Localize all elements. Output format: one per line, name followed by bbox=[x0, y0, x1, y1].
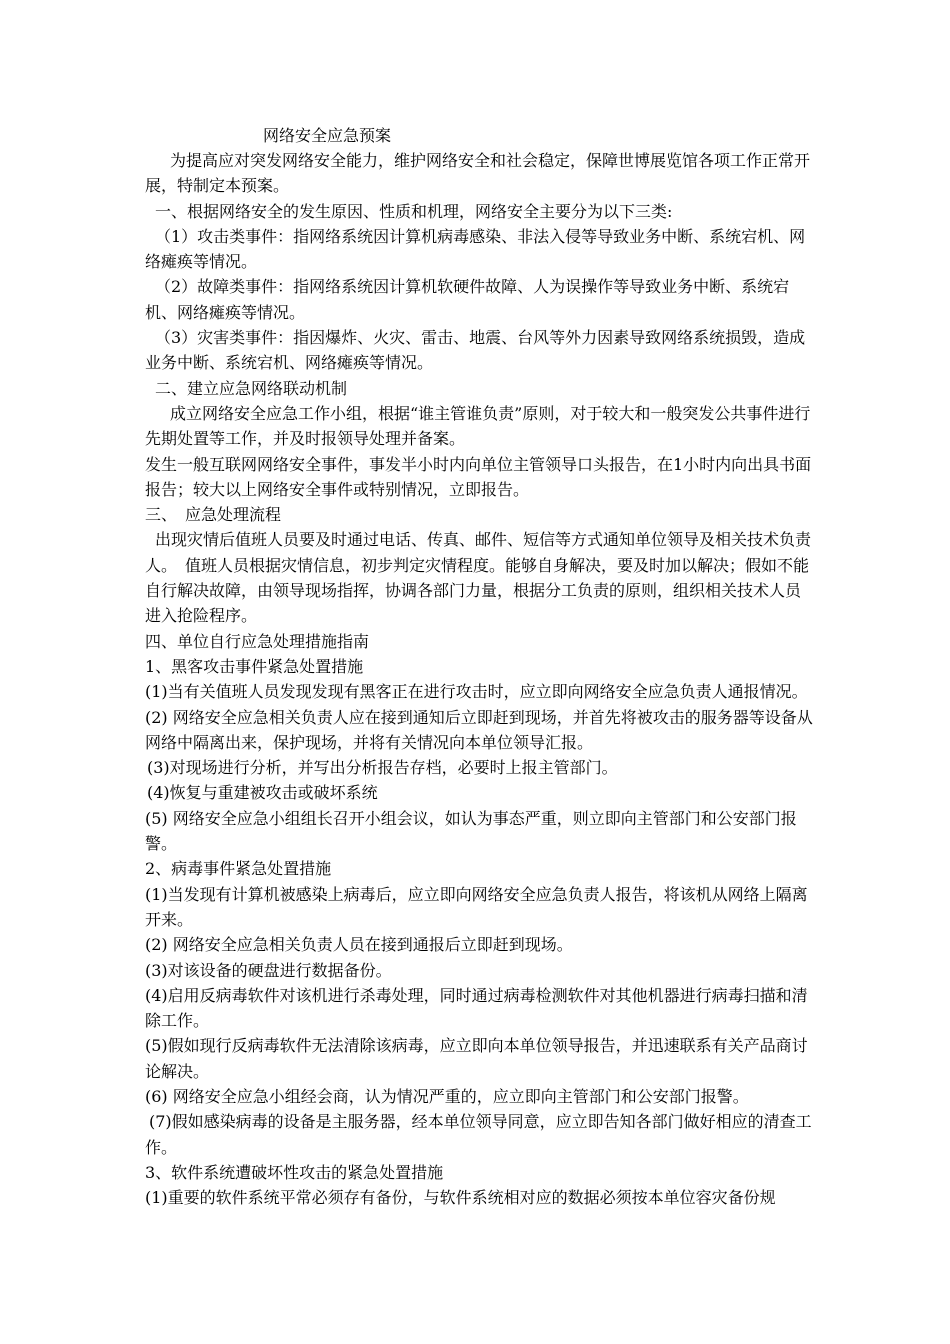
list-item: (7)假如感染病毒的设备是主服务器，经本单位领导同意，应立即告知各部门做好相应的清查工作。 bbox=[145, 1112, 812, 1157]
list-item: (3)对该设备的硬盘进行数据备份。 bbox=[145, 960, 392, 980]
paragraph-reporting: 发生一般互联网网络安全事件，事发半小时内向单位主管领导口头报告，在1小时内向出具书面报告；较大以上网络安全事件或特别情况，立即报告。 bbox=[145, 454, 812, 499]
list-item: (2) 网络安全应急相关负责人应在接到通知后立即赶到现场，并首先将被攻击的服务器等设备从网络中隔离出来，保护现场，并将有关情况向本单位领导汇报。 bbox=[145, 707, 813, 752]
paragraph-disaster-events: （3）灾害类事件：指因爆炸、火灾、雷击、地震、台风等外力因素导致网络系统损毁，造成业务中断、系统宕机、网络瘫痪等情况。 bbox=[145, 328, 806, 373]
list-item: (6) 网络安全应急小组经会商，认为情况严重的，应立即向主管部门和公安部门报警。 bbox=[145, 1086, 749, 1106]
list-item: (1)当发现有计算机被感染上病毒后，应立即向网络安全应急负责人报告，将该机从网络上隔离开来。 bbox=[145, 884, 808, 929]
document-body bbox=[145, 148, 815, 1210]
list-item: (1)重要的软件系统平常必须存有备份，与软件系统相对应的数据必须按本单位容灾备份规 bbox=[145, 1188, 776, 1208]
paragraph-attack-events: （1）攻击类事件：指网络系统因计算机病毒感染、非法入侵等导致业务中断、系统宕机、网络瘫痪等情况。 bbox=[145, 226, 806, 272]
section-heading-4: 四、单位自行应急处理措施指南 bbox=[145, 631, 370, 651]
document-title: 网络安全应急预案 bbox=[263, 126, 392, 145]
subsection-heading-virus: 2、病毒事件紧急处置措施 bbox=[145, 859, 332, 879]
list-item: (5)假如现行反病毒软件无法清除该病毒，应立即向本单位领导报告，并迅速联系有关产品商讨论解决。 bbox=[145, 1036, 808, 1081]
paragraph-working-group: 成立网络安全应急工作小组，根据“谁主管谁负责”原则，对于较大和一般突发公共事件进行先期处置等工作，并及时报领导处理并备案。 bbox=[145, 403, 811, 449]
list-item: (5) 网络安全应急小组组长召开小组会议，如认为事态严重，则立即向主管部门和公安部门报警。 bbox=[145, 808, 797, 854]
section-heading-3: 三、 应急处理流程 bbox=[145, 505, 282, 525]
list-item: (3)对现场进行分析，并写出分析报告存档，必要时上报主管部门。 bbox=[147, 758, 618, 778]
list-item: (4)恢复与重建被攻击或破坏系统 bbox=[147, 783, 378, 803]
paragraph-process: 出现灾情后值班人员要及时通过电话、传真、邮件、短信等方式通知单位领导及相关技术负责人。 值班人员根据灾情信息，初步判定灾情程度。能够自身解决，要及时加以解决；假如不能自行解决故障，由领导现场指挥，协调各部门力量，根据分工负责的原则，组织相关技术人员进入抢险程序。 bbox=[145, 530, 812, 626]
section-heading-1: 一、根据网络安全的发生原因、性质和机理，网络安全主要分为以下三类: bbox=[155, 201, 673, 221]
list-item: (1)当有关值班人员发现发现有黑客正在进行攻击时，应立即向网络安全应急负责人通报情况。 bbox=[145, 682, 808, 702]
paragraph-intro: 为提高应对突发网络安全能力，维护网络安全和社会稳定，保障世博展览馆各项工作正常开展，特制定本预案。 bbox=[145, 151, 811, 196]
subsection-heading-hacker: 1、黑客攻击事件紧急处置措施 bbox=[145, 656, 364, 676]
subsection-heading-software: 3、软件系统遭破坏性攻击的紧急处置措施 bbox=[145, 1162, 444, 1182]
paragraph-fault-events: （2）故障类事件：指网络系统因计算机软硬件故障、人为误操作等导致业务中断、系统宕机、网络瘫痪等情况。 bbox=[145, 277, 790, 322]
section-heading-2: 二、建立应急网络联动机制 bbox=[155, 378, 348, 398]
list-item: (4)启用反病毒软件对该机进行杀毒处理，同时通过病毒检测软件对其他机器进行病毒扫描和清除工作。 bbox=[145, 985, 808, 1031]
list-item: (2) 网络安全应急相关负责人员在接到通报后立即赶到现场。 bbox=[145, 935, 573, 955]
